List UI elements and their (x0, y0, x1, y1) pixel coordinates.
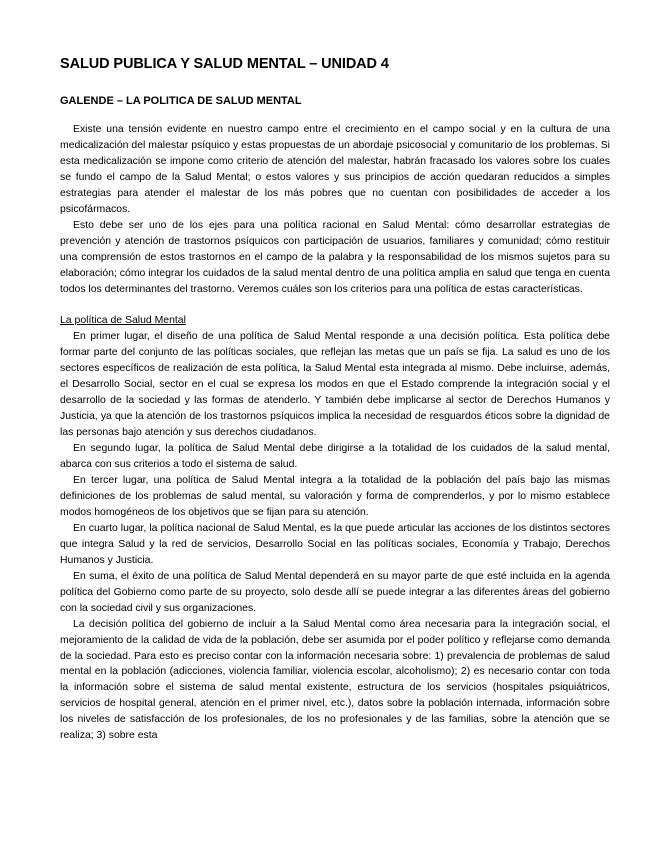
document-title: SALUD PUBLICA Y SALUD MENTAL – UNIDAD 4 (60, 56, 389, 72)
intro-paragraph-2: Esto debe ser uno de los ejes para una política racional en Salud Mental: cómo desarrollar estrategias de prevención y atención de trastornos psíquicos con participación de usuarios, familiares y comunidad; cómo restituir una comprensión de estos trastornos en el campo de la palabra y la responsabilidad de los mismos sujetos para su elaboración; cómo integrar los cuidados de la salud mental dentro de una política amplia en salud que tenga en cuenta todos los determinantes del trastorno. Veremos cuáles son los criterios para una política de estas características. (60, 219, 610, 295)
section-paragraph-5: En suma, el éxito de una política de Salud Mental dependerá en su mayor parte de que esté incluida en la agenda política del Gobierno como parte de su proyecto, solo desde allí se puede integrar a las diferentes áreas del gobierno con la sociedad civil y sus organizaciones. (60, 570, 610, 614)
section-heading: La política de Salud Mental (60, 315, 186, 327)
document-subtitle: GALENDE – LA POLITICA DE SALUD MENTAL (60, 95, 302, 107)
section-paragraph-1: En primer lugar, el diseño de una política de Salud Mental responde a una decisión política. Esta política debe formar parte del conjunto de las políticas sociales, que reflejan las metas que un país se fija. La salud es uno de los sectores específicos de realización de esta política, la Salud Mental esta integrada al mismo. Debe incluirse, además, el Desarrollo Social, sector en el cual se expresa los modos en que el Estado comprende la integración social y el desarrollo de la sociedad y las formas de atenderlo. Y también debe implicarse al sector de Derechos Humanos y Justicia, ya que la atención de los trastornos psíquicos implica la necesidad de resguardos éticos sobre la dignidad de las personas bajo atención y sus derechos ciudadanos. (60, 331, 610, 439)
intro-paragraph-1: Existe una tensión evidente en nuestro campo entre el crecimiento en el campo social y en la cultura de una medicalización del malestar psíquico y estas propuestas de un abordaje psicosocial y comunitario de los problemas. Si esta medicalización se impone como criterio de atención del malestar, habrán fracasado los valores sobre los cuales se fundo el campo de la Salud Mental; o estos valores y sus principios de acción quedaran reducidos a simples estrategias para atender el malestar de los más pobres que no cuentan con posibilidades de acceder a los psicofármacos. (60, 124, 610, 215)
section-paragraph-2: En segundo lugar, la política de Salud Mental debe dirigirse a la totalidad de los cuidados de la salud mental, abarca con sus criterios a todo el sistema de salud. (60, 443, 610, 471)
spacer (60, 297, 610, 313)
document-page (60, 54, 610, 744)
section-paragraph-6: La decisión política del gobierno de incluir a la Salud Mental como área necesaria para la integración social, el mejoramiento de la calidad de vida de la población, debe ser asumida por el poder político y reflejarse como demanda de la sociedad. Para esto es preciso contar con la información necesaria sobre: 1) prevalencia de problemas de salud mental en la población (adicciones, violencia familiar, violencia escolar, alcoholismo); 2) es necesario contar con toda la información sobre el sistema de salud mental existente, estructura de los servicios (hospitales psiquiátricos, servicios de hospital general, atención en el primer nivel, etc.), datos sobre la población internada, información sobre los niveles de satisfacción de los profesionales, de los no profesionales y de las familias, sobre la atención que se realiza; 3) sobre esta (60, 618, 610, 742)
section-paragraph-4: En cuarto lugar, la política nacional de Salud Mental, es la que puede articular las acciones de los distintos sectores que integra Salud y la red de servicios, Desarrollo Social en las políticas sociales, Economía y Trabajo, Derechos Humanos y Justicia. (60, 522, 610, 566)
section-paragraph-3: En tercer lugar, una política de Salud Mental integra a la totalidad de la población del país bajo las mismas definiciones de los problemas de salud mental, su valoración y forma de comprenderlos, y por lo mismo establece modos homogéneos de los objetivos que se fijan para su atención. (60, 475, 610, 518)
